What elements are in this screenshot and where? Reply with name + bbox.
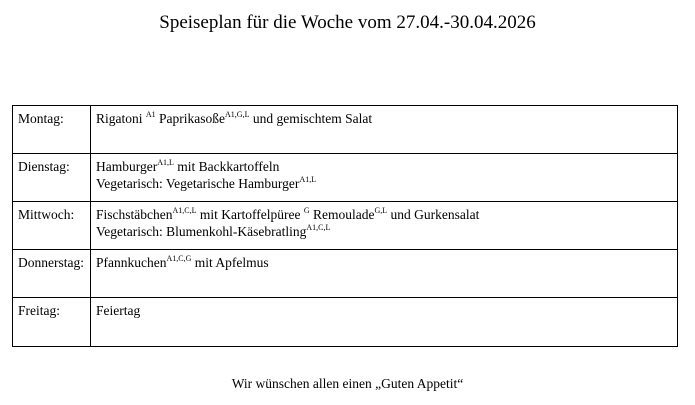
allergen-code: A1,C,L [306,222,331,232]
dish-cell [91,202,678,250]
dish-text: und gemischtem Salat [249,111,373,126]
allergen-code: G [303,205,310,215]
dish-line [96,302,672,319]
menu-row-monday [13,106,678,154]
dish-line [96,254,672,271]
dish-cell [91,154,678,202]
dish-cell [91,298,678,347]
dish-text: Paprikasoße [155,111,226,126]
allergen-code: A1 [145,109,156,119]
dish-cell [91,106,678,154]
menu-row-friday [13,298,678,347]
dish-text: und Gurkensalat [387,207,480,222]
dish-text: Pfannkuchen [96,255,167,270]
allergen-code: A1,G,L [225,109,250,119]
dish-text: mit Backkartoffeln [173,159,280,174]
menu-table [12,105,678,347]
allergen-code: A1,C,L [172,205,197,215]
allergen-code: A1,C,G [166,253,192,263]
allergen-code: A1,L [157,157,174,167]
allergen-code: G,L [374,205,388,215]
allergen-code: A1,L [299,174,317,184]
dish-line [96,158,672,175]
page-title: Speiseplan für die Woche vom 27.04.-30.04.2026 [159,12,536,33]
menu-row-thursday [13,250,678,298]
dish-line [96,175,672,192]
day-cell: Dienstag: [13,154,91,202]
dish-line [96,110,672,127]
day-cell: Donnerstag: [13,250,91,298]
dish-text: Vegetarisch: Vegetarische Hamburger [96,176,300,191]
dish-text: Remoulade [309,207,375,222]
dish-text: Vegetarisch: Blumenkohl-Käsebratling [96,224,307,239]
dish-text: mit Kartoffelpüree [196,207,304,222]
dish-line [96,206,672,223]
dish-text: Hamburger [96,159,158,174]
dish-text: Rigatoni [96,111,146,126]
dish-line [96,223,672,240]
dish-text: Fischstäbchen [96,207,173,222]
closing-text: Wir wünschen allen einen „Guten Appetit“ [231,376,464,391]
day-cell: Mittwoch: [13,202,91,250]
menu-row-tuesday [13,154,678,202]
day-cell: Freitag: [13,298,91,347]
menu-row-wednesday [13,202,678,250]
dish-cell [91,250,678,298]
day-cell: Montag: [13,106,91,154]
dish-text: Feiertag [96,303,141,318]
dish-text: mit Apfelmus [191,255,269,270]
